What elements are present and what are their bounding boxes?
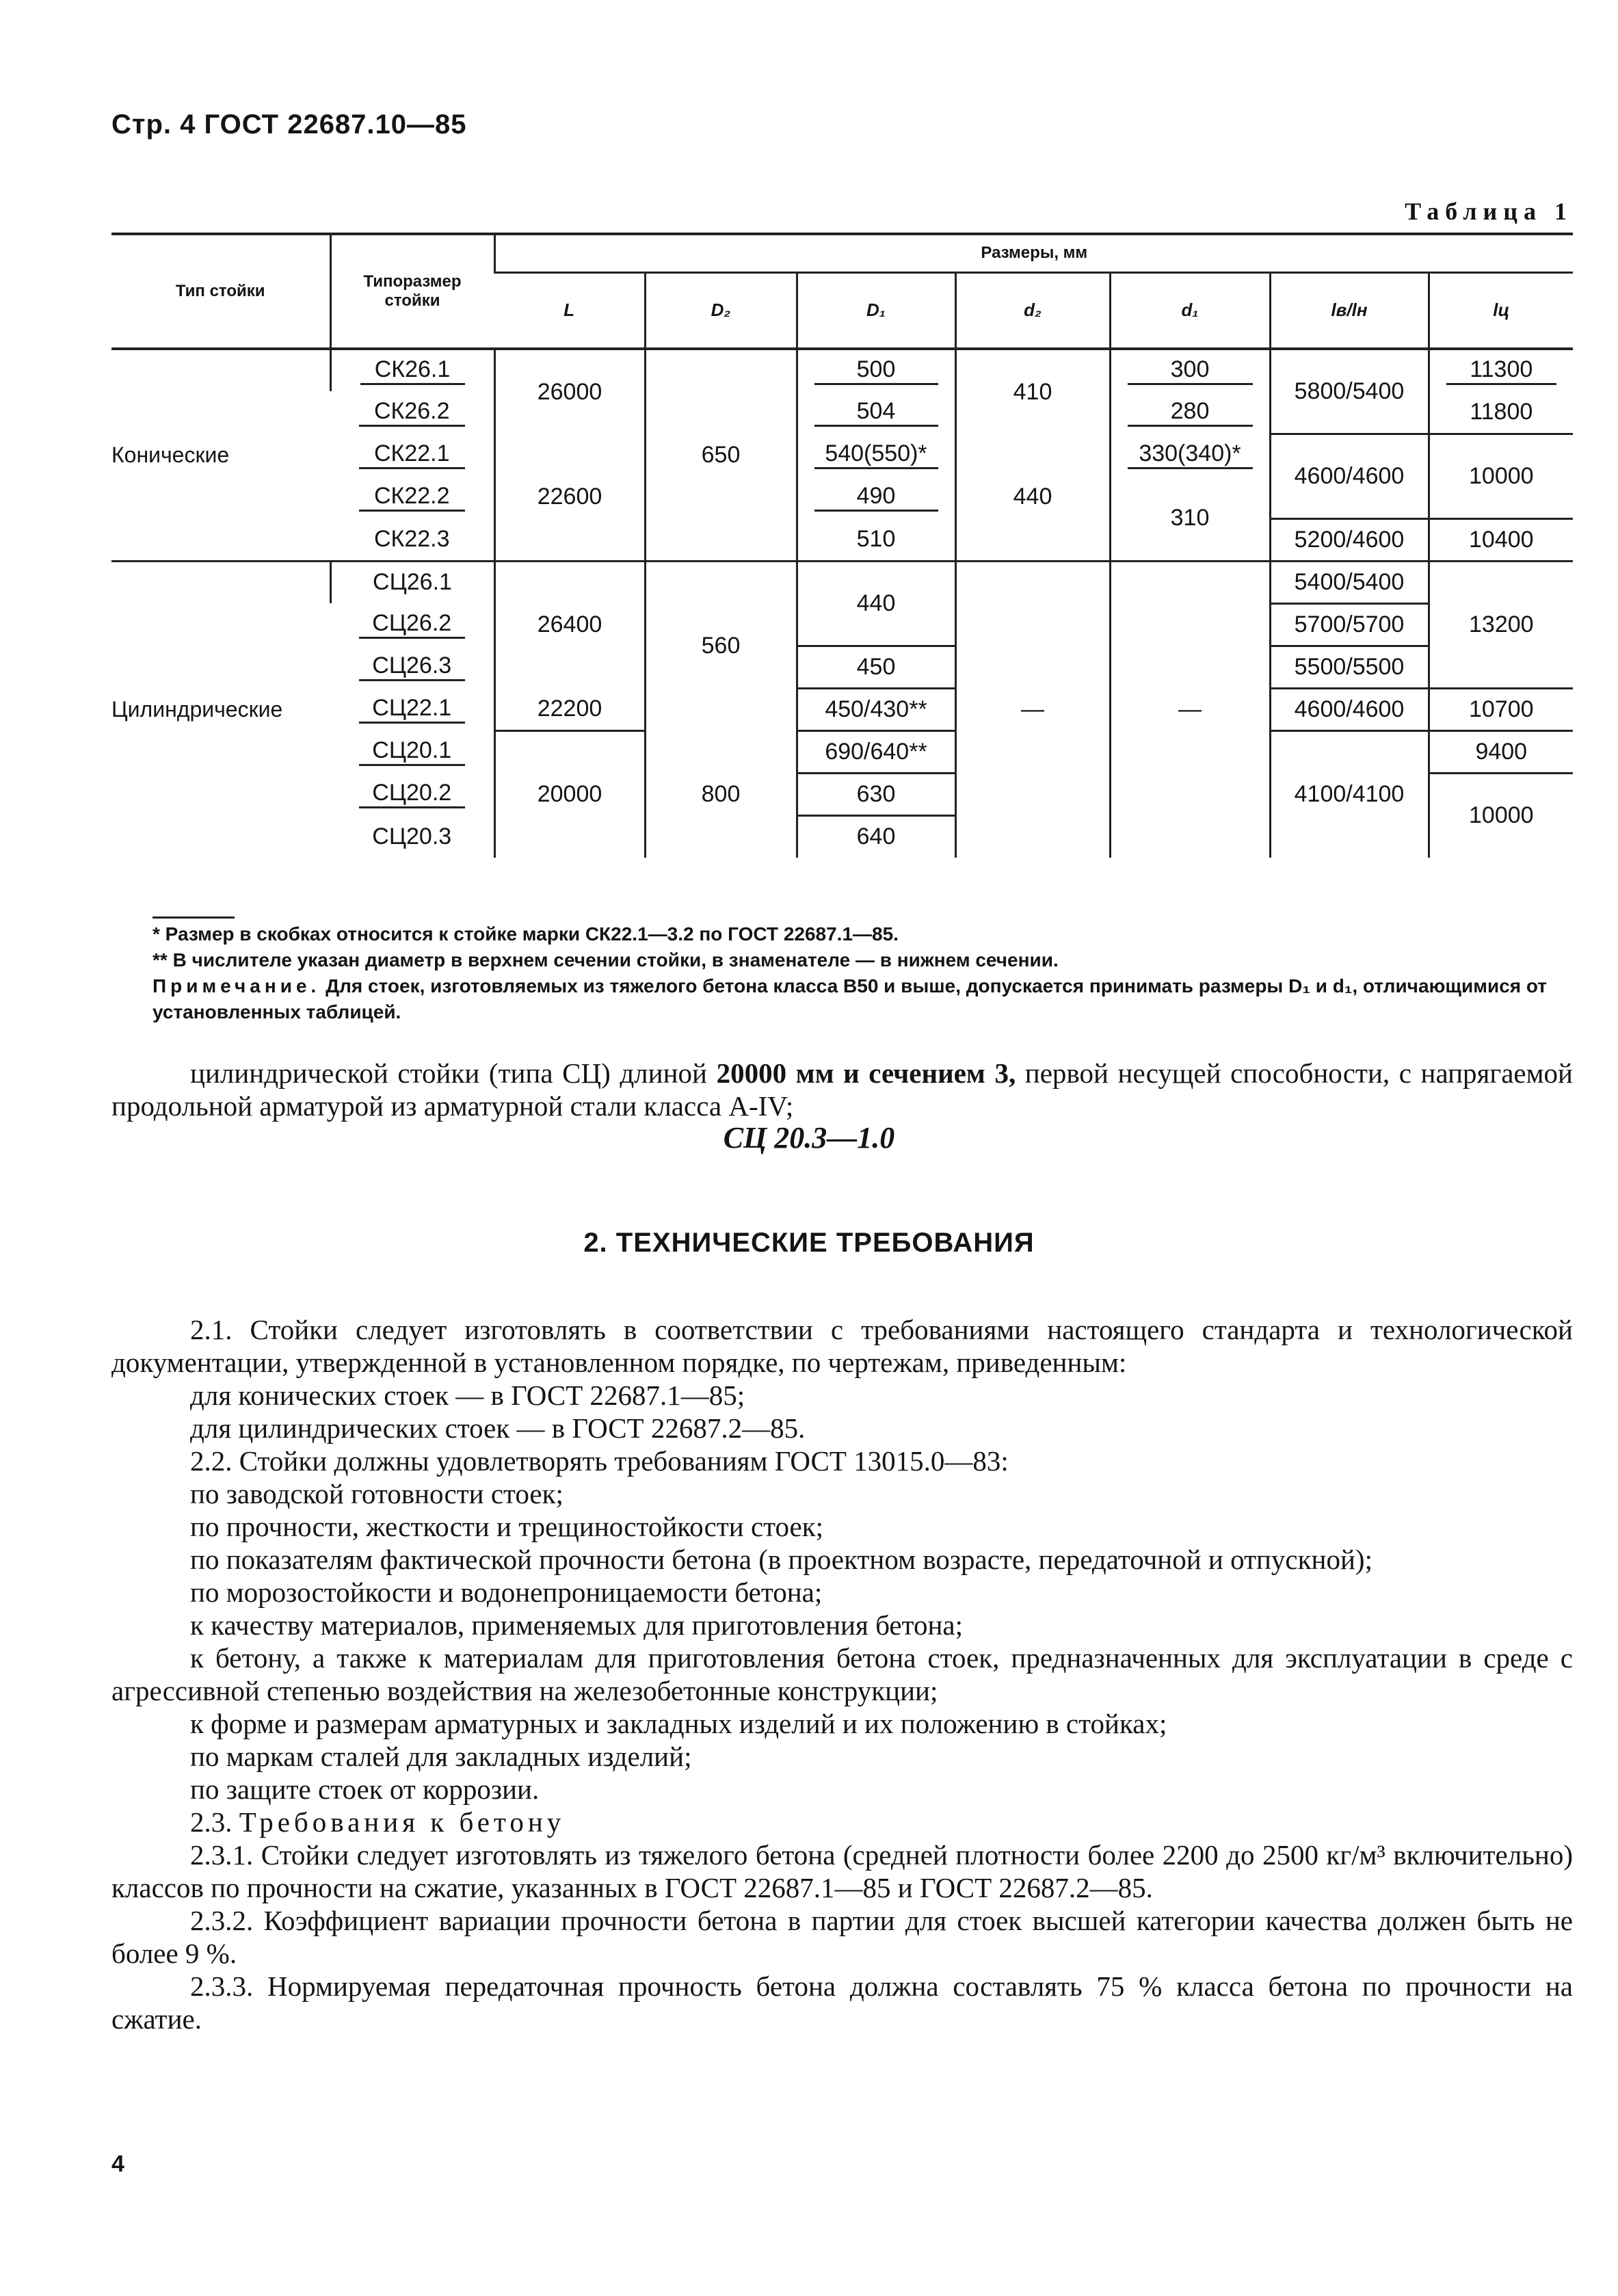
type-cell: Конические bbox=[111, 442, 230, 467]
list-item: по защите стоек от коррозии. bbox=[190, 1773, 540, 1805]
d2-cell: 410 bbox=[955, 349, 1110, 434]
d1-cell: 330(340)* bbox=[1128, 440, 1253, 469]
mark-cell: СЦ26.1 bbox=[330, 561, 494, 603]
D1-cell: 630 bbox=[797, 773, 955, 815]
L-cell: 26400 bbox=[494, 561, 645, 688]
mark-cell: СК22.2 bbox=[359, 483, 465, 512]
section-title: 2. ТЕХНИЧЕСКИЕ ТРЕБОВАНИЯ bbox=[583, 1228, 1035, 1258]
L-cell: 20000 bbox=[494, 730, 645, 858]
lc-cell: 10400 bbox=[1429, 518, 1573, 561]
paragraph-2-1-b: для цилиндрических стоек — в ГОСТ 22687.2—85. bbox=[190, 1412, 806, 1444]
l-ratio-cell: 5400/5400 bbox=[1270, 561, 1429, 603]
paragraph-2-2: 2.2. Стойки должны удовлетворять требованиям ГОСТ 13015.0—83: bbox=[190, 1445, 1009, 1477]
paragraph-2-3-3: 2.3.3. Нормируемая передаточная прочность бетона должна составлять 75 % класса бетона по прочности на сжатие. bbox=[111, 1970, 1573, 2035]
paragraph-2-3-label: Требования к бетону bbox=[239, 1806, 566, 1838]
mark-cell: СЦ20.3 bbox=[372, 823, 452, 849]
D1-cell: 450 bbox=[797, 646, 955, 688]
mark-cell: СК26.1 bbox=[360, 356, 465, 385]
l-ratio-cell: 5200/4600 bbox=[1270, 518, 1429, 561]
paragraph-2-3-1: 2.3.1. Стойки следует изготовлять из тяжелого бетона (средней плотности более 2200 до 2500 кг/м³ включительно) классов по прочности на сжатие, указанных в ГОСТ 22687.1—85 и ГОСТ 22687.2—85. bbox=[111, 1839, 1573, 1903]
list-item: к форме и размерам арматурных и закладных изделий и их положению в стойках; bbox=[190, 1708, 1167, 1739]
mark-cell: СЦ20.1 bbox=[359, 737, 465, 766]
col-header-D2: D₂ bbox=[645, 272, 797, 349]
d1-cell: 280 bbox=[1128, 398, 1253, 427]
D1-cell: 690/640** bbox=[797, 730, 955, 773]
example-text-cont: первой несущей способности, с напрягаемой продольной арматурой из арматурной стали класса А-IV; bbox=[111, 1057, 1574, 1122]
l-ratio-cell: 5700/5700 bbox=[1270, 603, 1429, 646]
col-header-D1: D₁ bbox=[797, 272, 955, 349]
footnote-2: ** В числителе указан диаметр в верхнем сечении стойки, в знаменателе — в нижнем сечении. bbox=[152, 949, 1059, 971]
D2-cell: 560 bbox=[645, 561, 797, 730]
footnote-1: * Размер в скобках относится к стойке марки СК22.1—3.2 по ГОСТ 22687.1—85. bbox=[152, 923, 899, 945]
col-header-dimensions: Размеры, мм bbox=[494, 234, 1573, 272]
table-row bbox=[111, 730, 1573, 773]
l-ratio-cell: 4100/4100 bbox=[1270, 730, 1429, 858]
note-text: Для стоек, изготовляемых из тяжелого бетона класса В50 и выше, допускается принимать размеры D₁ и d₁, отличающимися от установленных таблицей. bbox=[152, 975, 1547, 1022]
col-header-l-ratio: lв/lн bbox=[1270, 272, 1429, 349]
D1-cell: 490 bbox=[814, 483, 938, 512]
paragraph-2-3 bbox=[111, 1806, 1573, 1838]
mark-cell: СЦ22.1 bbox=[359, 695, 465, 724]
mark-cell: СЦ26.2 bbox=[359, 610, 465, 639]
col-header-lc: lц bbox=[1429, 272, 1573, 349]
lc-cell: 9400 bbox=[1429, 730, 1573, 773]
l-ratio-cell: 4600/4600 bbox=[1270, 688, 1429, 730]
col-header-d1: d₁ bbox=[1110, 272, 1270, 349]
table-note bbox=[111, 973, 1573, 1025]
paragraph-2-1: 2.1. Стойки следует изготовлять в соответствии с требованиями настоящего стандарта и технологической документации, утвержденной в установленном порядке, по чертежам, приведенным: bbox=[111, 1314, 1573, 1378]
D2-cell: 800 bbox=[645, 730, 797, 858]
mark-cell: СК26.2 bbox=[359, 398, 465, 427]
lc-cell: 13200 bbox=[1429, 561, 1573, 688]
mark-cell: СЦ20.2 bbox=[359, 780, 465, 808]
d2-cell: 440 bbox=[955, 434, 1110, 561]
table-row bbox=[111, 561, 1573, 603]
l-ratio-cell: 5500/5500 bbox=[1270, 646, 1429, 688]
list-item: по морозостойкости и водонепроницаемости бетона; bbox=[190, 1576, 823, 1608]
col-header-d2: d₂ bbox=[955, 272, 1110, 349]
L-cell: 26000 bbox=[494, 349, 645, 434]
paragraph-2-1-a: для конических стоек — в ГОСТ 22687.1—85; bbox=[190, 1380, 745, 1411]
D1-cell: 540(550)* bbox=[814, 440, 938, 469]
example-text: цилиндрической стойки (типа СЦ) длиной bbox=[190, 1057, 717, 1089]
list-item: по заводской готовности стоек; bbox=[190, 1478, 563, 1509]
list-item: к качеству материалов, применяемых для приготовления бетона; bbox=[190, 1609, 964, 1641]
D1-cell: 440 bbox=[797, 561, 955, 646]
L-cell: 22200 bbox=[494, 688, 645, 730]
table-row bbox=[111, 688, 1573, 730]
table-row bbox=[111, 646, 1573, 688]
D1-cell: 640 bbox=[797, 815, 955, 858]
example-designation: СЦ 20.3—1.0 bbox=[723, 1121, 895, 1154]
D1-cell: 504 bbox=[814, 398, 938, 427]
d1-cell: — bbox=[1110, 561, 1270, 858]
D2-cell: 650 bbox=[645, 349, 797, 561]
col-header-type: Тип стойки bbox=[111, 234, 330, 349]
l-ratio-cell: 5800/5400 bbox=[1270, 349, 1429, 434]
example-text-bold: 20000 мм и сечением 3, bbox=[716, 1057, 1016, 1089]
lc-cell: 10000 bbox=[1429, 773, 1573, 858]
col-header-size: Типоразмер стойки bbox=[330, 234, 494, 349]
page-number: 4 bbox=[111, 2151, 124, 2177]
paragraph-2-3-num: 2.3. bbox=[190, 1806, 239, 1838]
paragraph-2-3-2: 2.3.2. Коэффициент вариации прочности бетона в партии для стоек высшей категории качества должен быть не более 9 %. bbox=[111, 1905, 1573, 1969]
dimensions-table bbox=[111, 233, 1573, 858]
lc-cell: 11300 bbox=[1446, 356, 1557, 385]
footnote-rule bbox=[152, 916, 235, 919]
lc-cell: 11800 bbox=[1429, 391, 1573, 434]
note-label: Примечание. bbox=[152, 975, 321, 997]
D1-cell: 450/430** bbox=[797, 688, 955, 730]
lc-cell: 10000 bbox=[1429, 434, 1573, 518]
l-ratio-cell: 4600/4600 bbox=[1270, 434, 1429, 518]
table-notes bbox=[111, 916, 1573, 1025]
running-title: Стр. 4 ГОСТ 22687.10—85 bbox=[111, 109, 467, 140]
d1-cell: 310 bbox=[1110, 476, 1270, 561]
D1-cell: 500 bbox=[814, 356, 938, 385]
L-cell: 22600 bbox=[494, 434, 645, 561]
col-header-L: L bbox=[494, 272, 645, 349]
mark-cell: СЦ26.3 bbox=[359, 652, 465, 681]
table-row bbox=[111, 349, 1573, 391]
type-cell: Цилиндрические bbox=[111, 561, 330, 858]
lc-cell: 10700 bbox=[1429, 688, 1573, 730]
table-row bbox=[111, 434, 1573, 476]
mark-cell: СК22.3 bbox=[373, 525, 450, 552]
section-body bbox=[111, 1313, 1573, 2035]
example-paragraph bbox=[111, 1057, 1573, 1122]
table-caption: Таблица 1 bbox=[1405, 198, 1573, 225]
D1-cell: 510 bbox=[797, 518, 955, 561]
d1-cell: 300 bbox=[1128, 356, 1253, 385]
table-row bbox=[111, 518, 1573, 561]
list-item: по маркам сталей для закладных изделий; bbox=[190, 1741, 692, 1772]
d2-cell: — bbox=[955, 561, 1110, 858]
mark-cell: СК22.1 bbox=[359, 440, 465, 469]
list-item: по прочности, жесткости и трещиностойкости стоек; bbox=[190, 1511, 824, 1542]
list-item: к бетону, а также к материалам для приготовления бетона стоек, предназначенных для эксплуатации в среде с агрессивной степенью воздействия на железобетонные конструкции; bbox=[111, 1642, 1573, 1706]
list-item: по показателям фактической прочности бетона (в проектном возрасте, передаточной и отпускной); bbox=[190, 1544, 1372, 1575]
